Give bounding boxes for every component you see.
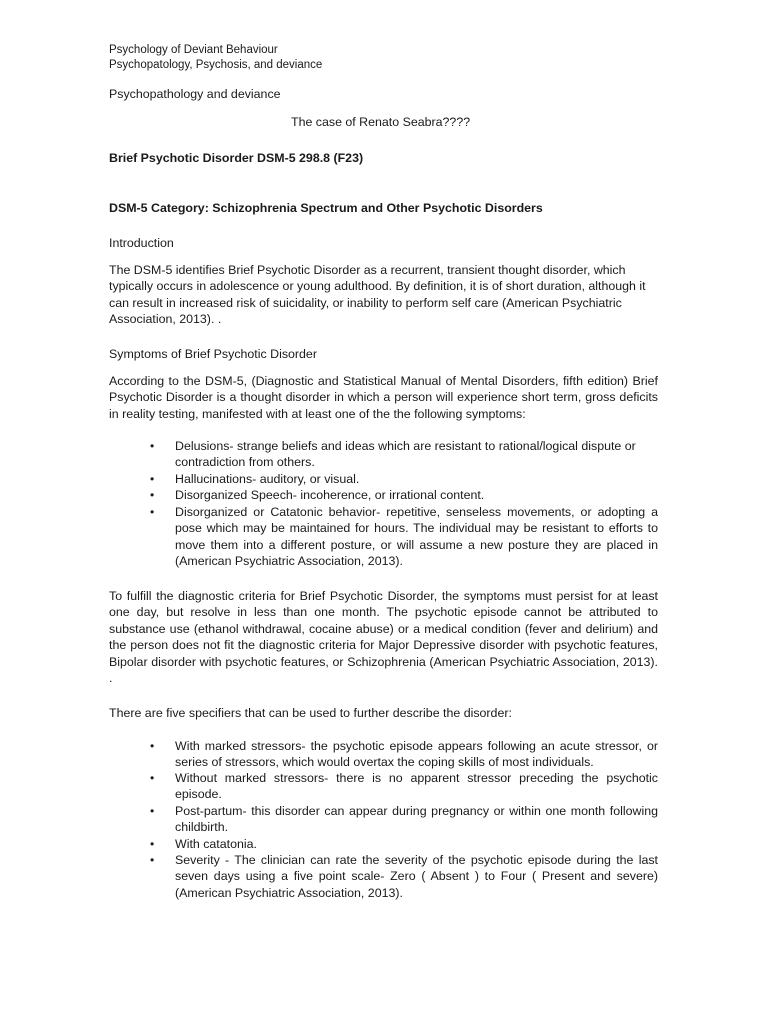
bullet-icon: • bbox=[150, 804, 155, 818]
bullet-icon: • bbox=[150, 739, 155, 753]
bullet-icon: • bbox=[150, 488, 155, 502]
intro-paragraph: The DSM-5 identifies Brief Psychotic Disorder as a recurrent, transient thought disorder, which typically occurs in adolescence or young adulthood. By definition, it is of short duration, although it can result in increased risk of suicidality, or inability to perform self care (American Psychiatric Association, 2013). . bbox=[109, 263, 646, 327]
specifier-item: With catatonia. bbox=[175, 837, 257, 851]
bullet-icon: • bbox=[150, 853, 155, 867]
bullet-icon: • bbox=[150, 505, 155, 519]
criteria-paragraph: To fulfill the diagnostic criteria for Brief Psychotic Disorder, the symptoms must persist for at least one day, but resolve in less than one month. The psychotic episode cannot be attributed to substance use (ethanol withdrawal, cocaine abuse) or a medical condition (fever and delirium) and the person does not fit the diagnostic criteria for Major Depressive disorder with psychotic features, Bipolar disorder with psychotic features, or Schizophrenia (American Psychiatric Association, 2013). . bbox=[109, 589, 658, 686]
specifier-item: Severity - The clinician can rate the severity of the psychotic episode during the last seven days using a five point scale- Zero ( Absent ) to Four ( Present and severe) (American Psychiatric Association, 2013). bbox=[175, 853, 658, 900]
symptom-item: Disorganized Speech- incoherence, or irrational content. bbox=[175, 488, 485, 502]
bullet-icon: • bbox=[150, 771, 155, 785]
symptoms-heading: Symptoms of Brief Psychotic Disorder bbox=[109, 347, 317, 361]
symptoms-paragraph: According to the DSM-5, (Diagnostic and Statistical Manual of Mental Disorders, fifth edition) Brief Psychotic Disorder is a thought disorder in which a person will experience short term, gross deficits in reality testing, manifested with at least one of the the following symptoms: bbox=[109, 374, 658, 421]
course-subtitle: Psychopatology, Psychosis, and deviance bbox=[109, 59, 323, 71]
disorder-heading: Brief Psychotic Disorder DSM-5 298.8 (F23) bbox=[109, 151, 364, 165]
symptom-item: Hallucinations- auditory, or visual. bbox=[175, 472, 360, 486]
specifiers-intro: There are five specifiers that can be used to further describe the disorder: bbox=[109, 706, 512, 720]
symptom-item: Delusions- strange beliefs and ideas which are resistant to rational/logical dispute or contradiction from others. bbox=[175, 439, 636, 470]
bullet-icon: • bbox=[150, 472, 155, 486]
case-title: The case of Renato Seabra???? bbox=[291, 115, 471, 129]
section-title: Psychopathology and deviance bbox=[109, 87, 281, 101]
course-title: Psychology of Deviant Behaviour bbox=[109, 44, 278, 56]
specifier-item: Post-partum- this disorder can appear during pregnancy or within one month following childbirth. bbox=[175, 804, 658, 835]
bullet-icon: • bbox=[150, 837, 155, 851]
specifier-item: With marked stressors- the psychotic episode appears following an acute stressor, or series of stressors, which would overtax the coping skills of most individuals. bbox=[175, 739, 658, 770]
intro-heading: Introduction bbox=[109, 236, 174, 250]
specifier-item: Without marked stressors- there is no apparent stressor preceding the psychotic episode. bbox=[175, 771, 658, 802]
category-heading: DSM-5 Category: Schizophrenia Spectrum and Other Psychotic Disorders bbox=[109, 201, 543, 215]
bullet-icon: • bbox=[150, 439, 155, 453]
symptom-item: Disorganized or Catatonic behavior- repetitive, senseless movements, or adopting a pose which may be maintained for hours. The individual may be resistant to efforts to move them into a different posture, or will assume a new posture they are placed in (American Psychiatric Association, 2013). bbox=[175, 505, 658, 569]
